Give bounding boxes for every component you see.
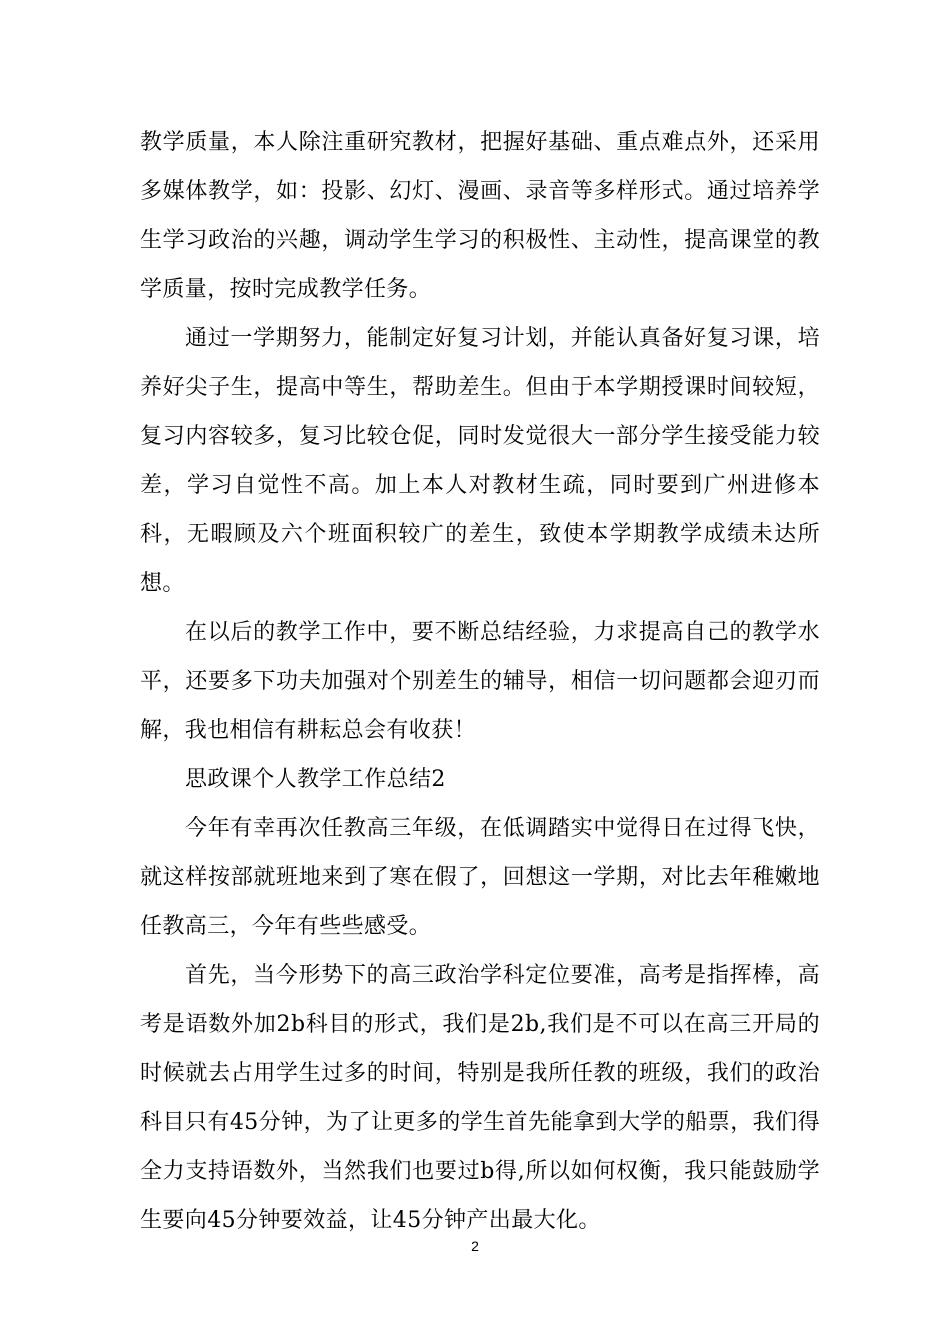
paragraph-review: 通过一学期努力，能制定好复习计划，并能认真备好复习课，培养好尖子生，提高中等生，帮助差生。但由于本学期授课时间较短，复习内容较多，复习比较仓促，同时发觉很大一部分学生接受能力较差，学习自觉性不高。加上本人对教材生疏，同时要到广州进修本科，无暇顾及六个班面积较广的差生，致使本学期教学成绩未达所想。 bbox=[140, 326, 820, 596]
paragraph-future: 在以后的教学工作中，要不断总结经验，力求提高自己的教学水平，还要多下功夫加强对个别差生的辅导，相信一切问题都会迎刃而解，我也相信有耕耘总会有收获！ bbox=[140, 620, 820, 743]
section-heading: 思政课个人教学工作总结2 bbox=[185, 767, 446, 792]
paragraph-continued: 教学质量，本人除注重研究教材，把握好基础、重点难点外，还采用多媒体教学，如：投影、幻灯、漫画、录音等多样形式。通过培养学生学习政治的兴趣，调动学生学习的积极性、主动性，提高课堂的教学质量，按时完成教学任务。 bbox=[140, 130, 820, 302]
paragraph-intro: 今年有幸再次任教高三年级，在低调踏实中觉得日在过得飞快，就这样按部就班地来到了寒在假了，回想这一学期，对比去年稚嫩地任教高三，今年有些些感受。 bbox=[140, 816, 820, 939]
page-number: 2 bbox=[471, 1238, 479, 1254]
document-body bbox=[140, 118, 820, 1245]
paragraph-first-point: 首先，当今形势下的高三政治学科定位要准，高考是指挥棒，高考是语数外加2b科目的形式，我们是2b,我们是不可以在高三开局的时候就去占用学生过多的时间，特别是我所任教的班级，我们的政治科目只有45分钟，为了让更多的学生首先能拿到大学的船票，我们得全力支持语数外，当然我们也要过b得,所以如何权衡，我只能鼓励学生要向45分钟要效益，让45分钟产出最大化。 bbox=[140, 963, 820, 1233]
